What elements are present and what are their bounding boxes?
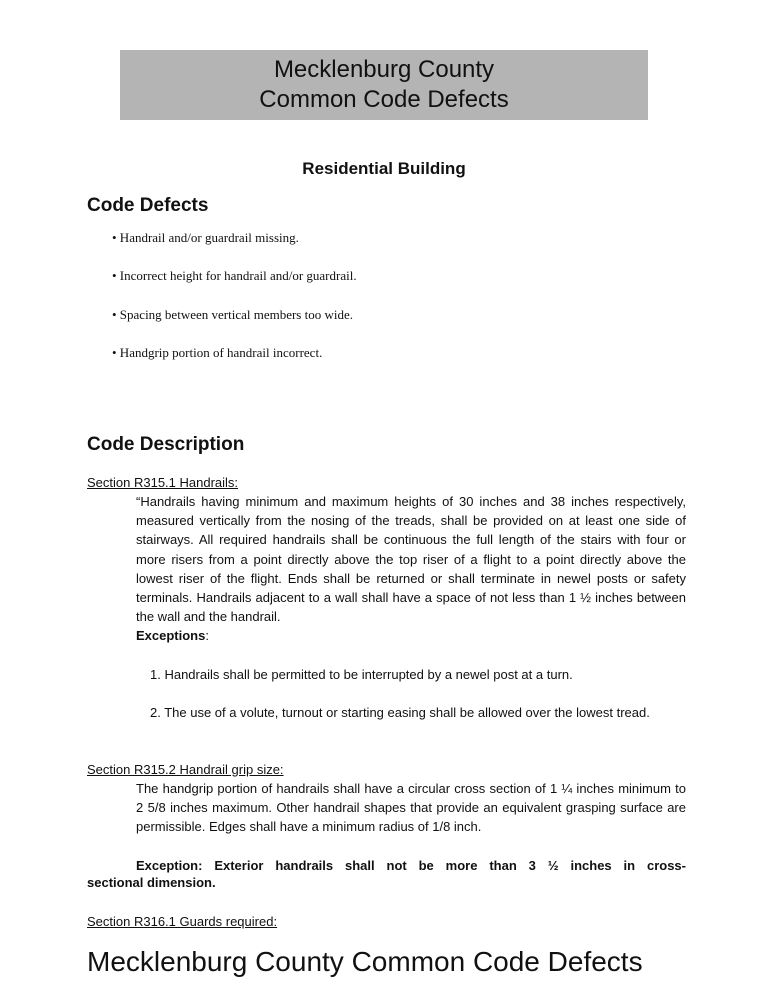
section-r315-2-title: Section R315.2 Handrail grip size: bbox=[87, 762, 284, 777]
exception-item: 1. Handrails shall be permitted to be interrupted by a newel post at a turn. bbox=[150, 667, 573, 682]
code-defects-heading: Code Defects bbox=[87, 195, 209, 216]
defect-item: • Incorrect height for handrail and/or guardrail. bbox=[112, 268, 357, 283]
repeated-document-title: Mecklenburg County Common Code Defects bbox=[87, 946, 643, 977]
title-line-2: Common Code Defects bbox=[259, 86, 509, 113]
document-title-box bbox=[120, 50, 648, 120]
defect-item: • Handrail and/or guardrail missing. bbox=[112, 230, 299, 245]
colon: : bbox=[205, 628, 209, 644]
section-body-text: The handgrip portion of handrails shall have a circular cross section of 1 ¼ inches minimum to 2 5/8 inches maximum. Other handrail shapes that provide an equivalent grasping surface are permissible. Edges shall have a minimum radius of 1/8 inch. bbox=[136, 781, 686, 835]
exception-line-continued: sectional dimension. bbox=[87, 875, 216, 890]
section-r315-2-body bbox=[136, 779, 686, 837]
section-r315-1-body bbox=[136, 492, 686, 646]
exception-line: Exception: Exterior handrails shall not be more than 3 ½ inches in cross- bbox=[136, 858, 686, 873]
section-r315-1-title: Section R315.1 Handrails: bbox=[87, 475, 239, 490]
defect-item: • Handgrip portion of handrail incorrect. bbox=[112, 345, 323, 360]
exception-item bbox=[150, 703, 686, 722]
subtitle: Residential Building bbox=[302, 159, 466, 178]
title-line-1: Mecklenburg County bbox=[273, 56, 495, 83]
code-description-heading: Code Description bbox=[87, 434, 245, 455]
exceptions-label: Exceptions bbox=[136, 628, 206, 644]
exception-item-text: 2. The use of a volute, turnout or starting easing shall be allowed over the lowest tread. bbox=[150, 705, 650, 720]
section-r316-1-title: Section R316.1 Guards required: bbox=[87, 914, 278, 929]
defect-item: • Spacing between vertical members too wide. bbox=[112, 307, 354, 322]
section-body-text: “Handrails having minimum and maximum heights of 30 inches and 38 inches respectively, measured vertically from the nosing of the treads, shall be provided on at least one side of stairways. All required handrails shall be continuous the full length of the stairs with four or more risers from a point directly above the top riser of a flight to a point directly above the lowest riser of the flight. Ends shall be returned or shall terminate in newel posts or safety terminals. Handrails adjacent to a wall shall have a space of not less than 1 ½ inches between the wall and the handrail. bbox=[136, 494, 686, 625]
